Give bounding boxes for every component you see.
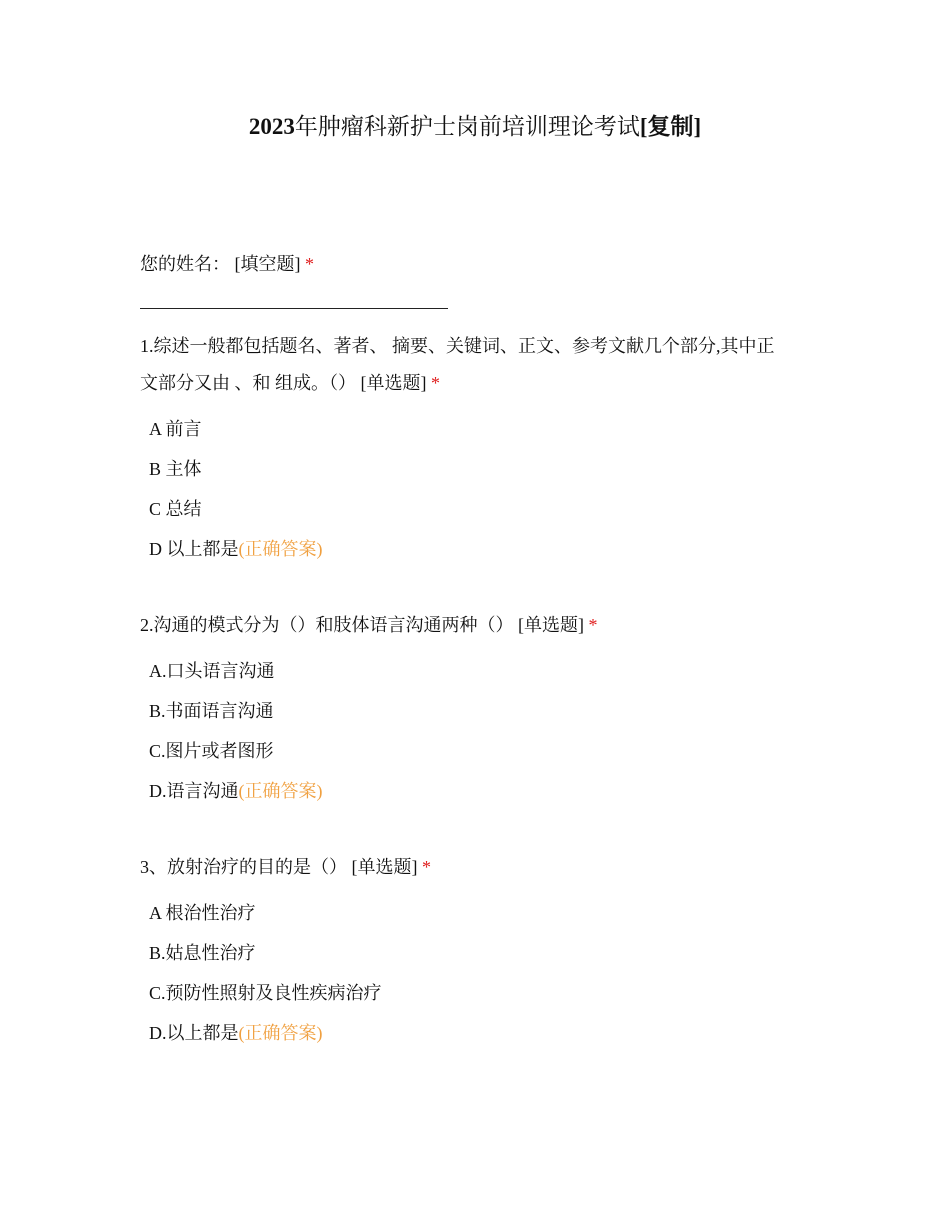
question-1-option-a[interactable] [149,417,202,441]
required-mark: * [431,373,440,393]
option-text: C.图片或者图形 [149,741,274,761]
question-3-text: 3、放射治疗的目的是（） [140,857,352,877]
name-input-line[interactable] [140,308,448,309]
question-3-option-a[interactable] [149,901,256,925]
question-2-option-d[interactable] [149,779,323,803]
question-3-option-c[interactable] [149,981,382,1005]
title-year: 2023 [248,114,295,139]
question-1-text: 文部分又由 、和 组成。（） [140,373,361,393]
question-type: [单选题] [351,857,418,877]
question-3-text-line [140,855,431,879]
correct-answer-tag: (正确答案) [238,781,323,801]
required-mark: * [588,615,598,635]
question-3-option-d[interactable] [149,1021,323,1045]
question-type: [单选题] [518,615,584,635]
option-text: B 主体 [149,459,202,479]
page-title [0,111,950,143]
correct-answer-tag: (正确答案) [238,1023,323,1043]
question-1-option-d[interactable] [149,537,323,561]
option-text: B.书面语言沟通 [149,701,274,721]
question-1-text-line-2 [140,371,440,395]
name-label: 您的姓名： [140,254,230,274]
question-type: [填空题] [234,254,301,274]
question-3-option-b[interactable] [149,941,256,965]
question-2-option-c[interactable] [149,739,274,763]
option-text: B.姑息性治疗 [149,943,256,963]
option-text: C.预防性照射及良性疾病治疗 [149,983,382,1003]
option-text: C 总结 [149,499,202,519]
question-1-option-b[interactable] [149,457,202,481]
question-type: [单选题] [360,373,427,393]
title-suffix: [复制] [639,114,702,139]
question-2-option-b[interactable] [149,699,274,723]
required-mark: * [422,857,431,877]
title-main: 年肿瘤科新护士岗前培训理论考试 [294,114,640,139]
question-1-option-c[interactable] [149,497,202,521]
required-mark: * [305,254,314,274]
option-text: A 根治性治疗 [149,903,256,923]
question-1-text-line-1: 1.综述一般都包括题名、著者、 摘要、关键词、正文、参考文献几个部分,其中正 [140,336,775,356]
option-text: D.语言沟通 [149,781,239,801]
option-text: A 前言 [149,419,202,439]
option-text: D 以上都是 [149,539,239,559]
question-2-text-line [140,613,598,637]
question-2-text: 2.沟通的模式分为（）和肢体语言沟通两种（） [140,615,518,635]
name-question-label [140,252,314,276]
correct-answer-tag: (正确答案) [238,539,323,559]
option-text: D.以上都是 [149,1023,239,1043]
question-2-option-a[interactable] [149,659,275,683]
option-text: A.口头语言沟通 [149,661,275,681]
